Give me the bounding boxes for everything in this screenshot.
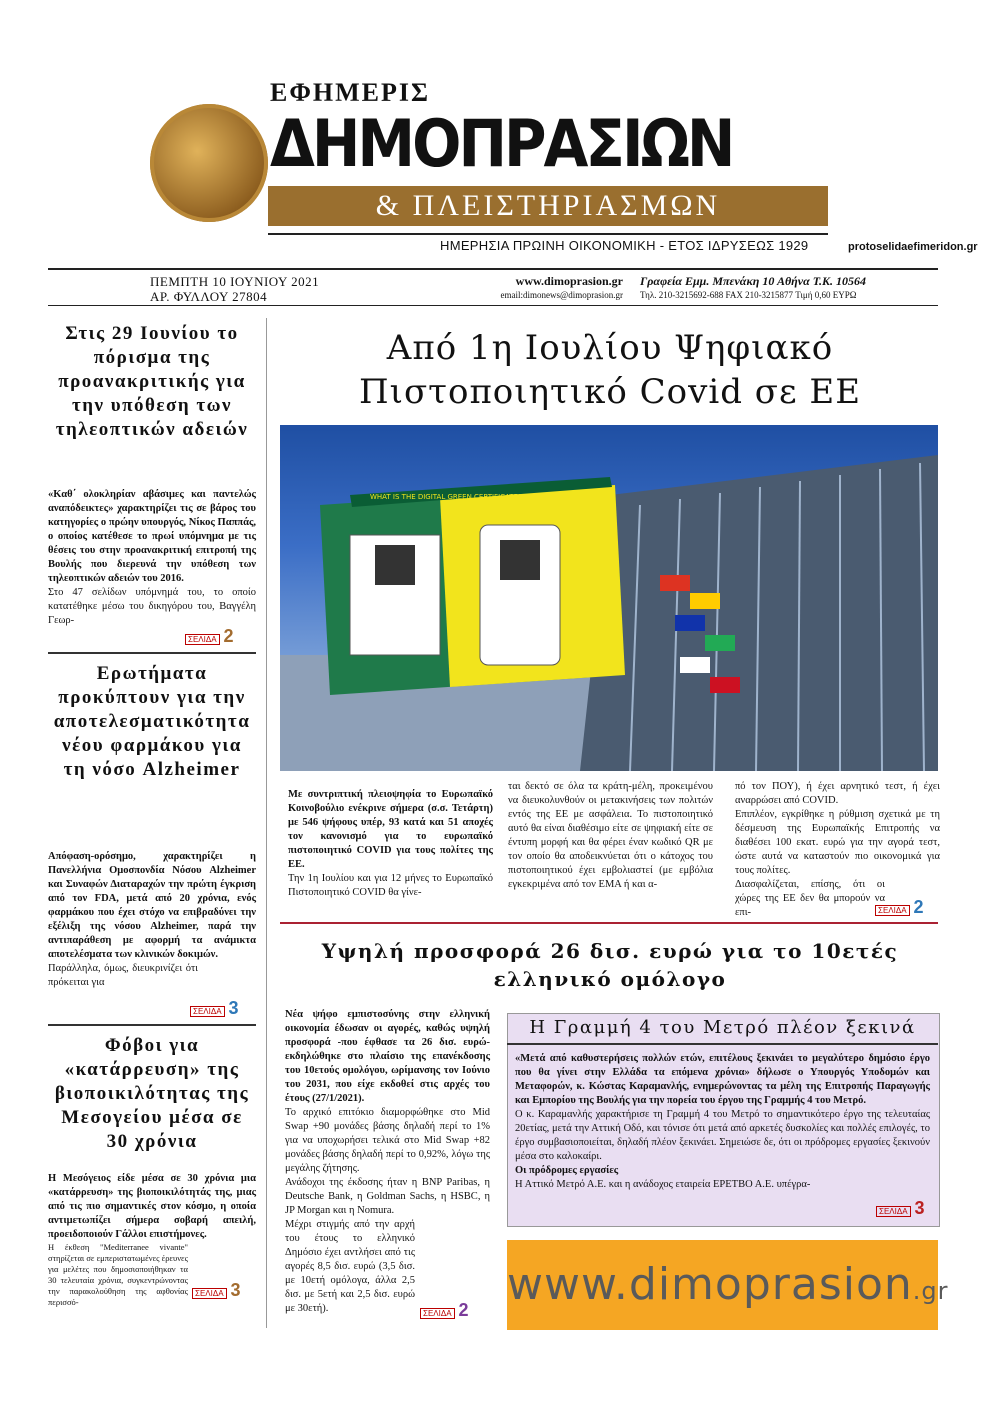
issue-info — [150, 274, 319, 304]
story3-headline[interactable]: Φόβοι για «κατάρρευση» της βιοποικιλότητας της Μεσογείου μέσα σε 30 χρόνια — [54, 1035, 250, 1152]
column-rule — [266, 318, 267, 1328]
story1-text: Στο 47 σελίδων υπόμνημά του, το οποίο κατατέθηκε μέσω του δικηγόρου του, Βαγγέλη Γεωρ- — [48, 587, 256, 626]
masthead-top: ΕΦΗΜΕΡΙΣ — [270, 78, 431, 107]
page-tag: ΣΕΛΙΔΑ — [875, 905, 910, 916]
masthead-band: & ΠΛΕΙΣΤΗΡΙΑΣΜΩΝ — [268, 186, 828, 226]
bond-text2: Ανάδοχοι της έκδοσης ήταν η BNP Paribas, η Deutsche Bank, η Goldman Sachs, η HSBC, η JP Morgan και η Nomura. — [285, 1177, 490, 1216]
ad-suffix: .gr — [912, 1277, 949, 1305]
page-tag: ΣΕΛΙΔΑ — [876, 1206, 911, 1217]
main-lead: Με συντριπτική πλειοψηφία το Ευρωπαϊκό Κοινοβούλιο ενέκρινε σήμερα (σ.σ. Τετάρτη) με 546 ψήφους υπέρ, 93 κατά και 51 αποχές τον κανονισμό για το ευρωπαϊκό πιστοποιητικό COVID για τους πολίτες της ΕΕ. — [288, 789, 493, 870]
story3-pageref[interactable] — [192, 1280, 241, 1301]
issue-date: ΠΕΜΠΤΗ 10 ΙΟΥΝΙΟΥ 2021 — [150, 274, 320, 289]
main-headline[interactable]: Από 1η Ιουλίου Ψηφιακό Πιστοποιητικό Covid σε ΕΕ — [358, 328, 862, 412]
story2-body — [48, 850, 256, 990]
story2-headline[interactable]: Ερωτήματα προκύπτουν για την αποτελεσματικότητα νέου φαρμάκου για τη νόσο Alzheimer — [53, 663, 251, 780]
metro-text2: Η Αττικό Μετρό Α.Ε. και η ανάδοχος εταιρεία ΕΡΕΤΒΟ Α.Ε. υπέγρα- — [515, 1179, 811, 1190]
page-tag: ΣΕΛΙΔΑ — [420, 1308, 455, 1319]
bond-text3: Μέχρι στιγμής από την αρχή του έτους το ελληνικό Δημόσιο έχει αντλήσει από τις αγορές 8,5 δισ. ευρώ (3,5 δισ. με 10ετή ομόλογα, άλλα 2,5 δισ. με 5ετή και 2,5 δισ. ευρώ με 30ετή). — [285, 1219, 415, 1314]
bond-headline[interactable]: Υψηλή προσφορά 26 δισ. ευρώ για το 10ετές ελληνικό ομόλογο — [321, 939, 899, 991]
bond-body — [285, 1008, 490, 1316]
page-tag: ΣΕΛΙΔΑ — [192, 1288, 227, 1299]
page-number: 2 — [458, 1300, 469, 1320]
contact-web — [455, 274, 623, 302]
story2-pageref[interactable] — [190, 998, 239, 1019]
ad-text: www.dimoprasion — [507, 1259, 913, 1310]
metro-headline[interactable]: Η Γραμμή 4 του Μετρό πλέον ξεκινά — [507, 1013, 938, 1045]
main-photo[interactable] — [280, 425, 938, 771]
page-number: 2 — [223, 626, 234, 646]
parliament-photo — [280, 425, 938, 771]
page-number: 3 — [230, 1280, 241, 1300]
office-phones: Τηλ. 210-3215692-688 FAX 210-3215877 Τιμή 0,60 ΕΥΡΩ — [640, 290, 857, 300]
tagline: ΗΜΕΡΗΣΙΑ ΠΡΩΙΝΗ ΟΙΚΟΝΟΜΙΚΗ - ΕΤΟΣ ΙΔΡΥΣΕΩΣ 1929 — [440, 238, 809, 253]
page-tag: ΣΕΛΙΔΑ — [190, 1006, 225, 1017]
info-bottom-rule — [48, 305, 938, 306]
tagline-rule — [268, 233, 828, 235]
masthead-title: ΔΗΜΟΠΡΑΣΙΩΝ — [270, 105, 733, 182]
main-col3-b: Επιπλέον, εγκρίθηκε η ρύθμιση σχετικά με τη δέσμευση της Ευρωπαϊκής Επιτροπής να διαθέσει 100 εκατ. ευρώ για την αγορά τεστ, ώστε αυτά να καταστούν πιο οικονομικά για τους πολίτες. — [735, 809, 940, 876]
page-number: 3 — [914, 1198, 925, 1218]
main-col3-c: Διασφαλίζεται, επίσης, ότι οι χώρες της ΕΕ δεν θα μπορούν να επι- — [735, 879, 885, 918]
office-address: Γραφεία Εμμ. Μπενάκη 10 Αθήνα Τ.Κ. 10564 — [640, 274, 866, 288]
story2-lead: Απόφαση-ορόσημο, χαρακτηρίζει η Πανελλήνια Ομοσπονδία Νόσου Alzheimer και Συναφών Διαταραχών την πρώτη έγκριση από τον FDA, μετά από 20 χρόνια, ενός φαρμάκου που έχει στόχο να επιβραδύνει την εξέλιξη της νόσου Alzheimer, παρά την αντιπαράθεση με αφορμή τα ανάμικτα αποτελέσματα των κλινικών δοκιμών. — [48, 851, 256, 960]
email-link[interactable]: email:dimonews@dimoprasion.gr — [500, 290, 623, 300]
separator — [48, 1024, 256, 1026]
story1-headline[interactable]: Στις 29 Ιουνίου το πόρισμα της προανακριτικής για την υπόθεση των τηλεοπτικών αδειών — [55, 323, 249, 440]
page-number: 3 — [228, 998, 239, 1018]
story3-lead: Η Μεσόγειος είδε μέσα σε 30 χρόνια μια «κατάρρευση» της βιοποικιλότητάς της, μιας από τις πιο σημαντικές στον κόσμο, η οποία αντιμετωπίζει σήμερα σοβαρή απειλή, προειδοποιούν Γάλλοι επιστήμονες. — [48, 1173, 256, 1240]
main-col2: ται δεκτό σε όλα τα κράτη-μέλη, προκειμένου να διευκολυνθούν οι μετακινήσεις των πολιτών εντός της ΕΕ με ασφάλεια. Το πιστοποιητικό αυτό θα είναι διαθέσιμο είτε σε ψηφιακή είτε σε έντυπη μορφή και θα φέρει έναν κωδικό QR με τον οποίο θα αποδεικνύεται ότι ο κάτοχος του πιστοποιητικού έχει εμβολιαστεί (με εμβόλια εγκεκριμένα από τον ΕΜΑ ή και α- — [508, 781, 713, 890]
website-link[interactable]: www.dimoprasion.gr — [515, 274, 623, 288]
website-ad[interactable] — [507, 1240, 949, 1330]
coin-logo — [150, 104, 268, 222]
bond-pageref[interactable] — [420, 1300, 469, 1321]
page-tag: ΣΕΛΙΔΑ — [185, 634, 220, 645]
story2-text: Παράλληλα, όμως, διευκρινίζει ότι πρόκειται για — [48, 963, 198, 988]
story1-body — [48, 488, 256, 628]
metro-lead: «Μετά από καθυστερήσεις πολλών ετών, επιτέλους ξεκινάει το μεγαλύτερο δημόσιο έργο που θα γίνει στην Ελλάδα τα επόμενα χρόνια» δήλωσε ο Υπουργός Υποδομών και Μεταφορών, κ. Κώστας Καραμανλής, ενημερώνοντας τα μέλη της Επιτροπής Παραγωγής και Εμπορίου της Βουλής για την πορεία του έργου της Γραμμής 4 του Μετρό. — [515, 1053, 930, 1106]
page-number: 2 — [913, 897, 924, 917]
info-top-rule — [48, 268, 938, 270]
metro-subhead: Οι πρόδρομες εργασίες — [515, 1165, 619, 1176]
story1-lead: «Καθ΄ ολοκληρίαν αβάσιμες και παντελώς αναπόδεικτες» χαρακτηρίζει τις σε βάρος του κατηγορίες ο πρώην υπουργός, Νίκος Παππάς, ο οποίος κατέθεσε το πρωί υπόμνημα με τις θέσεις του στην προανακριτική επιτροπή της Βουλής που διερευνά την υπόθεση των τηλεοπτικών αδειών του 2016. — [48, 489, 256, 584]
main-col1-text: Την 1η Ιουλίου και για 12 μήνες το Ευρωπαϊκό Πιστοποιητικό COVID θα γίνε- — [288, 873, 493, 898]
issue-number: ΑΡ. ΦΥΛΛΟΥ 27804 — [150, 289, 268, 304]
bond-lead: Νέα ψήφο εμπιστοσύνης στην ελληνική οικονομία έδωσαν οι αγορές, καθώς υψηλή προσφορά -που έφθασε τα 26 δισ. ευρώ- εκδηλώθηκε στο πλαίσιο της επανέκδοσης του 10ετούς ομολόγου, ωρίμανσης τον Ιούνιο του 2031, που είχε εκδοθεί στις αρχές του έτους (27/1/2021). — [285, 1009, 490, 1104]
metro-pageref[interactable] — [876, 1198, 925, 1219]
site-credit: protoselidaefimeridon.gr — [848, 241, 978, 253]
cert-title: WHAT IS THE DIGITAL GREEN CERTIFICATE? — [370, 493, 522, 501]
metro-body — [515, 1052, 930, 1192]
main-col1 — [288, 788, 493, 900]
main-pageref[interactable] — [875, 897, 924, 918]
metro-text: Ο κ. Καραμανλής χαρακτήρισε τη Γραμμή 4 του Μετρό το σημαντικότερο έργο της τελευταίας 20ετίας, μετά την Αττική Οδό, και τόνισε ότι μετά από αρκετές δυσκολίες και πολλές επιλογές, το έργο συμβασιοποιείται, δηλαδή πλέον ξεκινάει. Σημειώσε δε, ότι οι πρόδρομες εργασίες ξεκινούν μέσα στο καλοκαίρι. — [515, 1109, 930, 1162]
section-rule — [280, 922, 938, 924]
bond-text1: Το αρχικό επιτόκιο διαμορφώθηκε στο Mid Swap +90 μονάδες βάσης δηλαδή περί το 1% για να υποχωρήσει τελικά στο Mid Swap +82 μονάδες βάσης δηλαδή περί το 0,92%, λόγω της μεγάλης ζήτησης. — [285, 1107, 490, 1174]
story1-pageref[interactable] — [185, 626, 234, 647]
office-info — [640, 274, 866, 302]
main-col3-a: πό τον ΠΟΥ), ή έχει αρνητικό τεστ, ή έχει αναρρώσει από COVID. — [735, 781, 940, 806]
story3-text: Η έκθεση "Mediterranee vivante" στηρίζεται σε εμπεριστατωμένες έρευνες για μελέτες που δημοσιοποιήθηκαν τα 30 τελευταία χρόνια, συγκεντρώνοντας την παρακολούθηση της αφθονίας περισσό- — [48, 1242, 188, 1307]
separator — [48, 652, 256, 654]
